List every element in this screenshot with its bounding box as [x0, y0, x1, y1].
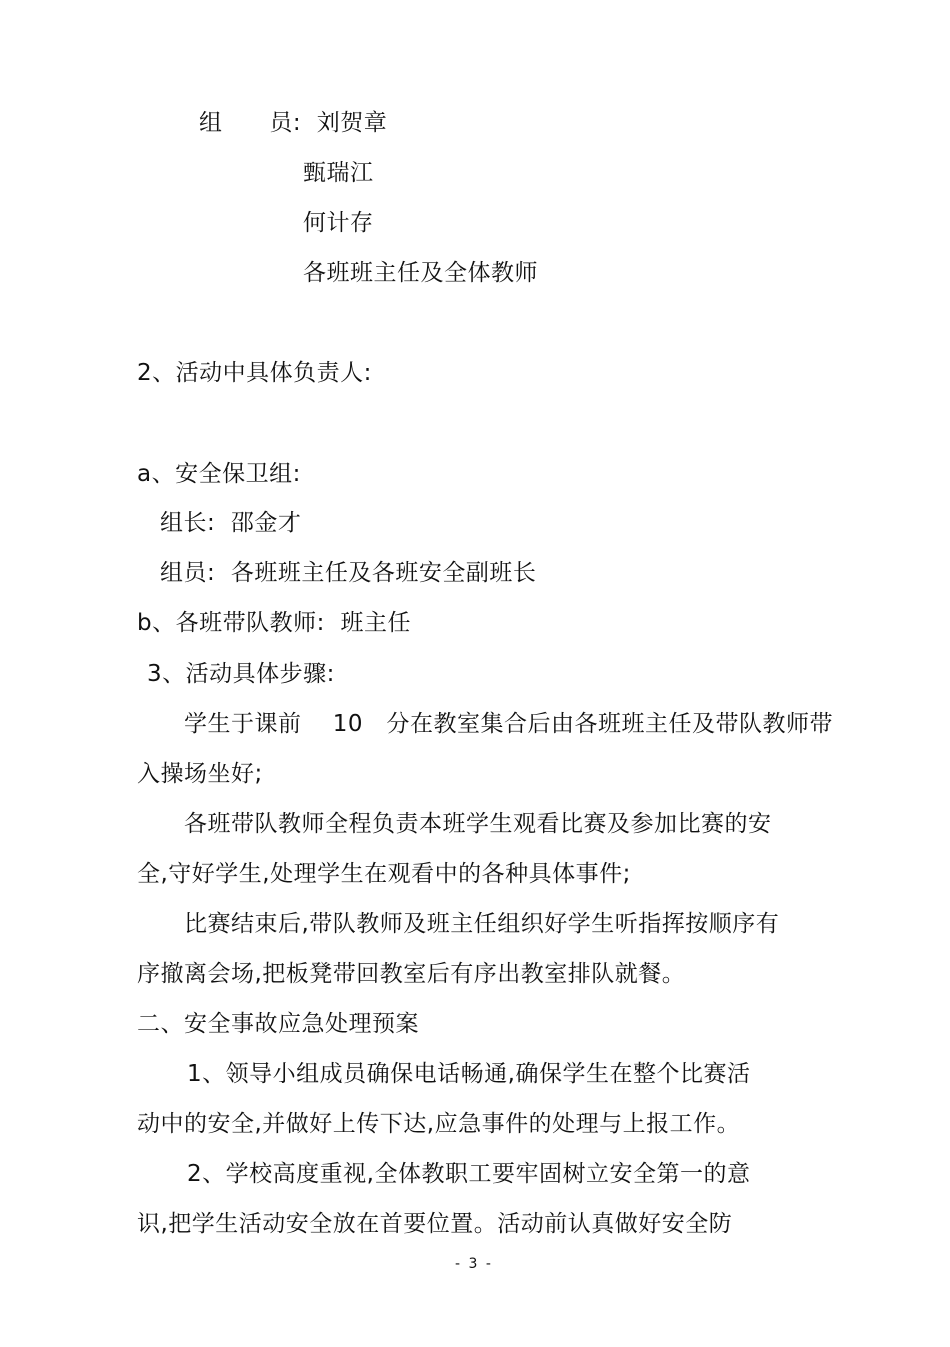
- paragraph-line: 全,守好学生,处理学生在观看中的各种具体事件;: [137, 861, 631, 887]
- paragraph-line: 学生于课前 10 分在教室集合后由各班班主任及带队教师带: [184, 711, 833, 737]
- paragraph-line: 入操场坐好;: [137, 761, 263, 787]
- section-heading-steps: 3、活动具体步骤:: [147, 661, 335, 687]
- text-line-member-2: 甄瑞江: [303, 160, 374, 186]
- paragraph-line: 识,把学生活动安全放在首要位置。活动前认真做好安全防: [137, 1211, 733, 1237]
- paragraph-line: 动中的安全,并做好上传下达,应急事件的处理与上报工作。: [137, 1111, 741, 1137]
- text-line-group-members: 组员: 各班班主任及各班安全副班长: [160, 560, 537, 586]
- paragraph-line: 各班带队教师全程负责本班学生观看比赛及参加比赛的安: [184, 811, 772, 837]
- text-line-members: 组 员: 刘贺章: [199, 110, 388, 136]
- text-line-group-leader: 组长: 邵金才: [160, 510, 302, 536]
- paragraph-line: 1、领导小组成员确保电话畅通,确保学生在整个比赛活: [187, 1061, 751, 1087]
- text-line-member-4: 各班班主任及全体教师: [303, 260, 538, 286]
- paragraph-line: 序撤离会场,把板凳带回教室后有序出教室排队就餐。: [137, 961, 686, 987]
- subsection-heading-teachers: b、各班带队教师: 班主任: [137, 610, 411, 636]
- section-heading-emergency: 二、安全事故应急处理预案: [137, 1011, 419, 1037]
- paragraph-line: 比赛结束后,带队教师及班主任组织好学生听指挥按顺序有: [184, 911, 780, 937]
- page-number: - 3 -: [455, 1256, 493, 1272]
- paragraph-line: 2、学校高度重视,全体教职工要牢固树立安全第一的意: [187, 1161, 751, 1187]
- subsection-heading-security: a、安全保卫组:: [137, 461, 301, 487]
- section-heading-responsible: 2、活动中具体负责人:: [137, 360, 372, 386]
- text-line-member-3: 何计存: [303, 210, 374, 236]
